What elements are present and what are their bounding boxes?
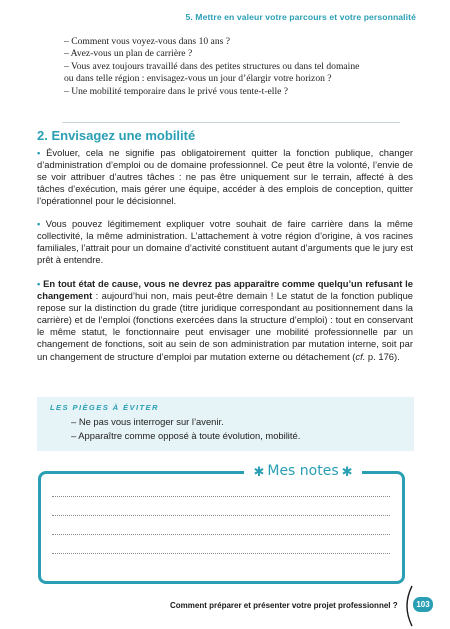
asterisk-icon: ✱ [253,463,265,479]
notes-line[interactable] [52,553,390,554]
running-header-chapter: 5. Mettre en valeur votre parcours et votre personnalité [185,12,416,22]
bullet-icon: • [37,218,41,229]
notes-header [244,461,362,481]
pitfalls-title: LES PIÈGES À ÉVITER [50,403,159,412]
paragraph-change [37,278,413,363]
reference-cf: cf. [355,350,366,362]
paragraph-text: : aujourd’hui non, mais peut-être demain ! Le statut de la fonction publique repose sur la distinction du grade (titre juridique correspondant au positionnement dans la carrière) et de l’emploi (fonctions exercées dans la structure d’emploi) : tout en conservant le même statut, le fonctionnaire peut envisager une mobilité professionnelle par un changement de fonctions, soit au sein de son administration par mutation interne, soit par un changement de structure d’emploi par mutation externe ou détachement ( [37,290,413,362]
footer-book-title: Comment préparer et présenter votre projet professionnel ? [170,601,398,610]
question-line: ou dans telle région : envisagez-vous un jour d’élargir votre horizon ? [64,73,332,85]
divider [62,122,400,123]
bullet-icon: • [37,278,41,289]
pitfall-item: – Ne pas vous interroger sur l’avenir. [71,416,224,427]
question-line: – Vous avez toujours travaillé dans des petites structures ou dans tel domaine [64,60,360,72]
question-line: – Avez-vous un plan de carrière ? [64,48,193,60]
interview-questions [64,36,399,98]
bullet-icon: • [37,147,41,158]
paragraph-text-end: p. 176). [365,350,400,362]
notes-line[interactable] [52,496,390,497]
notes-line[interactable] [52,534,390,535]
page-number: 103 [413,597,433,612]
question-line: – Comment vous voyez-vous dans 10 ans ? [64,36,231,47]
paragraph-collectivity [37,218,413,266]
paragraph-text: Évoluer, cela ne signifie pas obligatoirement quitter la fonction publique, changer d’administration d’emploi ou de domaine professionnel. Ce peut être la volonté, l’envie de se voir attribuer d’autres tâches : ne pas être uniquement sur le terrain, affecté à des tâches d’exécution, mais gérer une équipe, accéder à des emplois de conception, quitter l’opérationnel pour le décisionnel. [37,147,413,207]
paragraph-evolution [37,147,413,207]
pitfalls-box [37,397,414,451]
notes-title: Mes notes [267,463,339,479]
question-line: – Une mobilité temporaire dans le privé vous tente-t-elle ? [64,85,289,97]
pitfall-item: – Apparaître comme opposé à toute évolution, mobilité. [71,430,301,441]
notes-line[interactable] [52,515,390,516]
paragraph-bold-lead: En tout état de cause, vous ne devrez pas apparaître comme quelqu’un refusant le changement [37,278,413,302]
asterisk-icon: ✱ [341,463,353,479]
paragraph-text: Vous pouvez légitimement expliquer votre souhait de faire carrière dans la même collectivité, la même administration. L’attachement à votre région d’origine, à vos racines familiales, l’attrait pour un domaine d’activité constituent autant d’arguments que le jury est prêt à entendre. [37,218,413,266]
section-title: 2. Envisagez une mobilité [37,128,196,143]
notes-frame [38,471,405,584]
